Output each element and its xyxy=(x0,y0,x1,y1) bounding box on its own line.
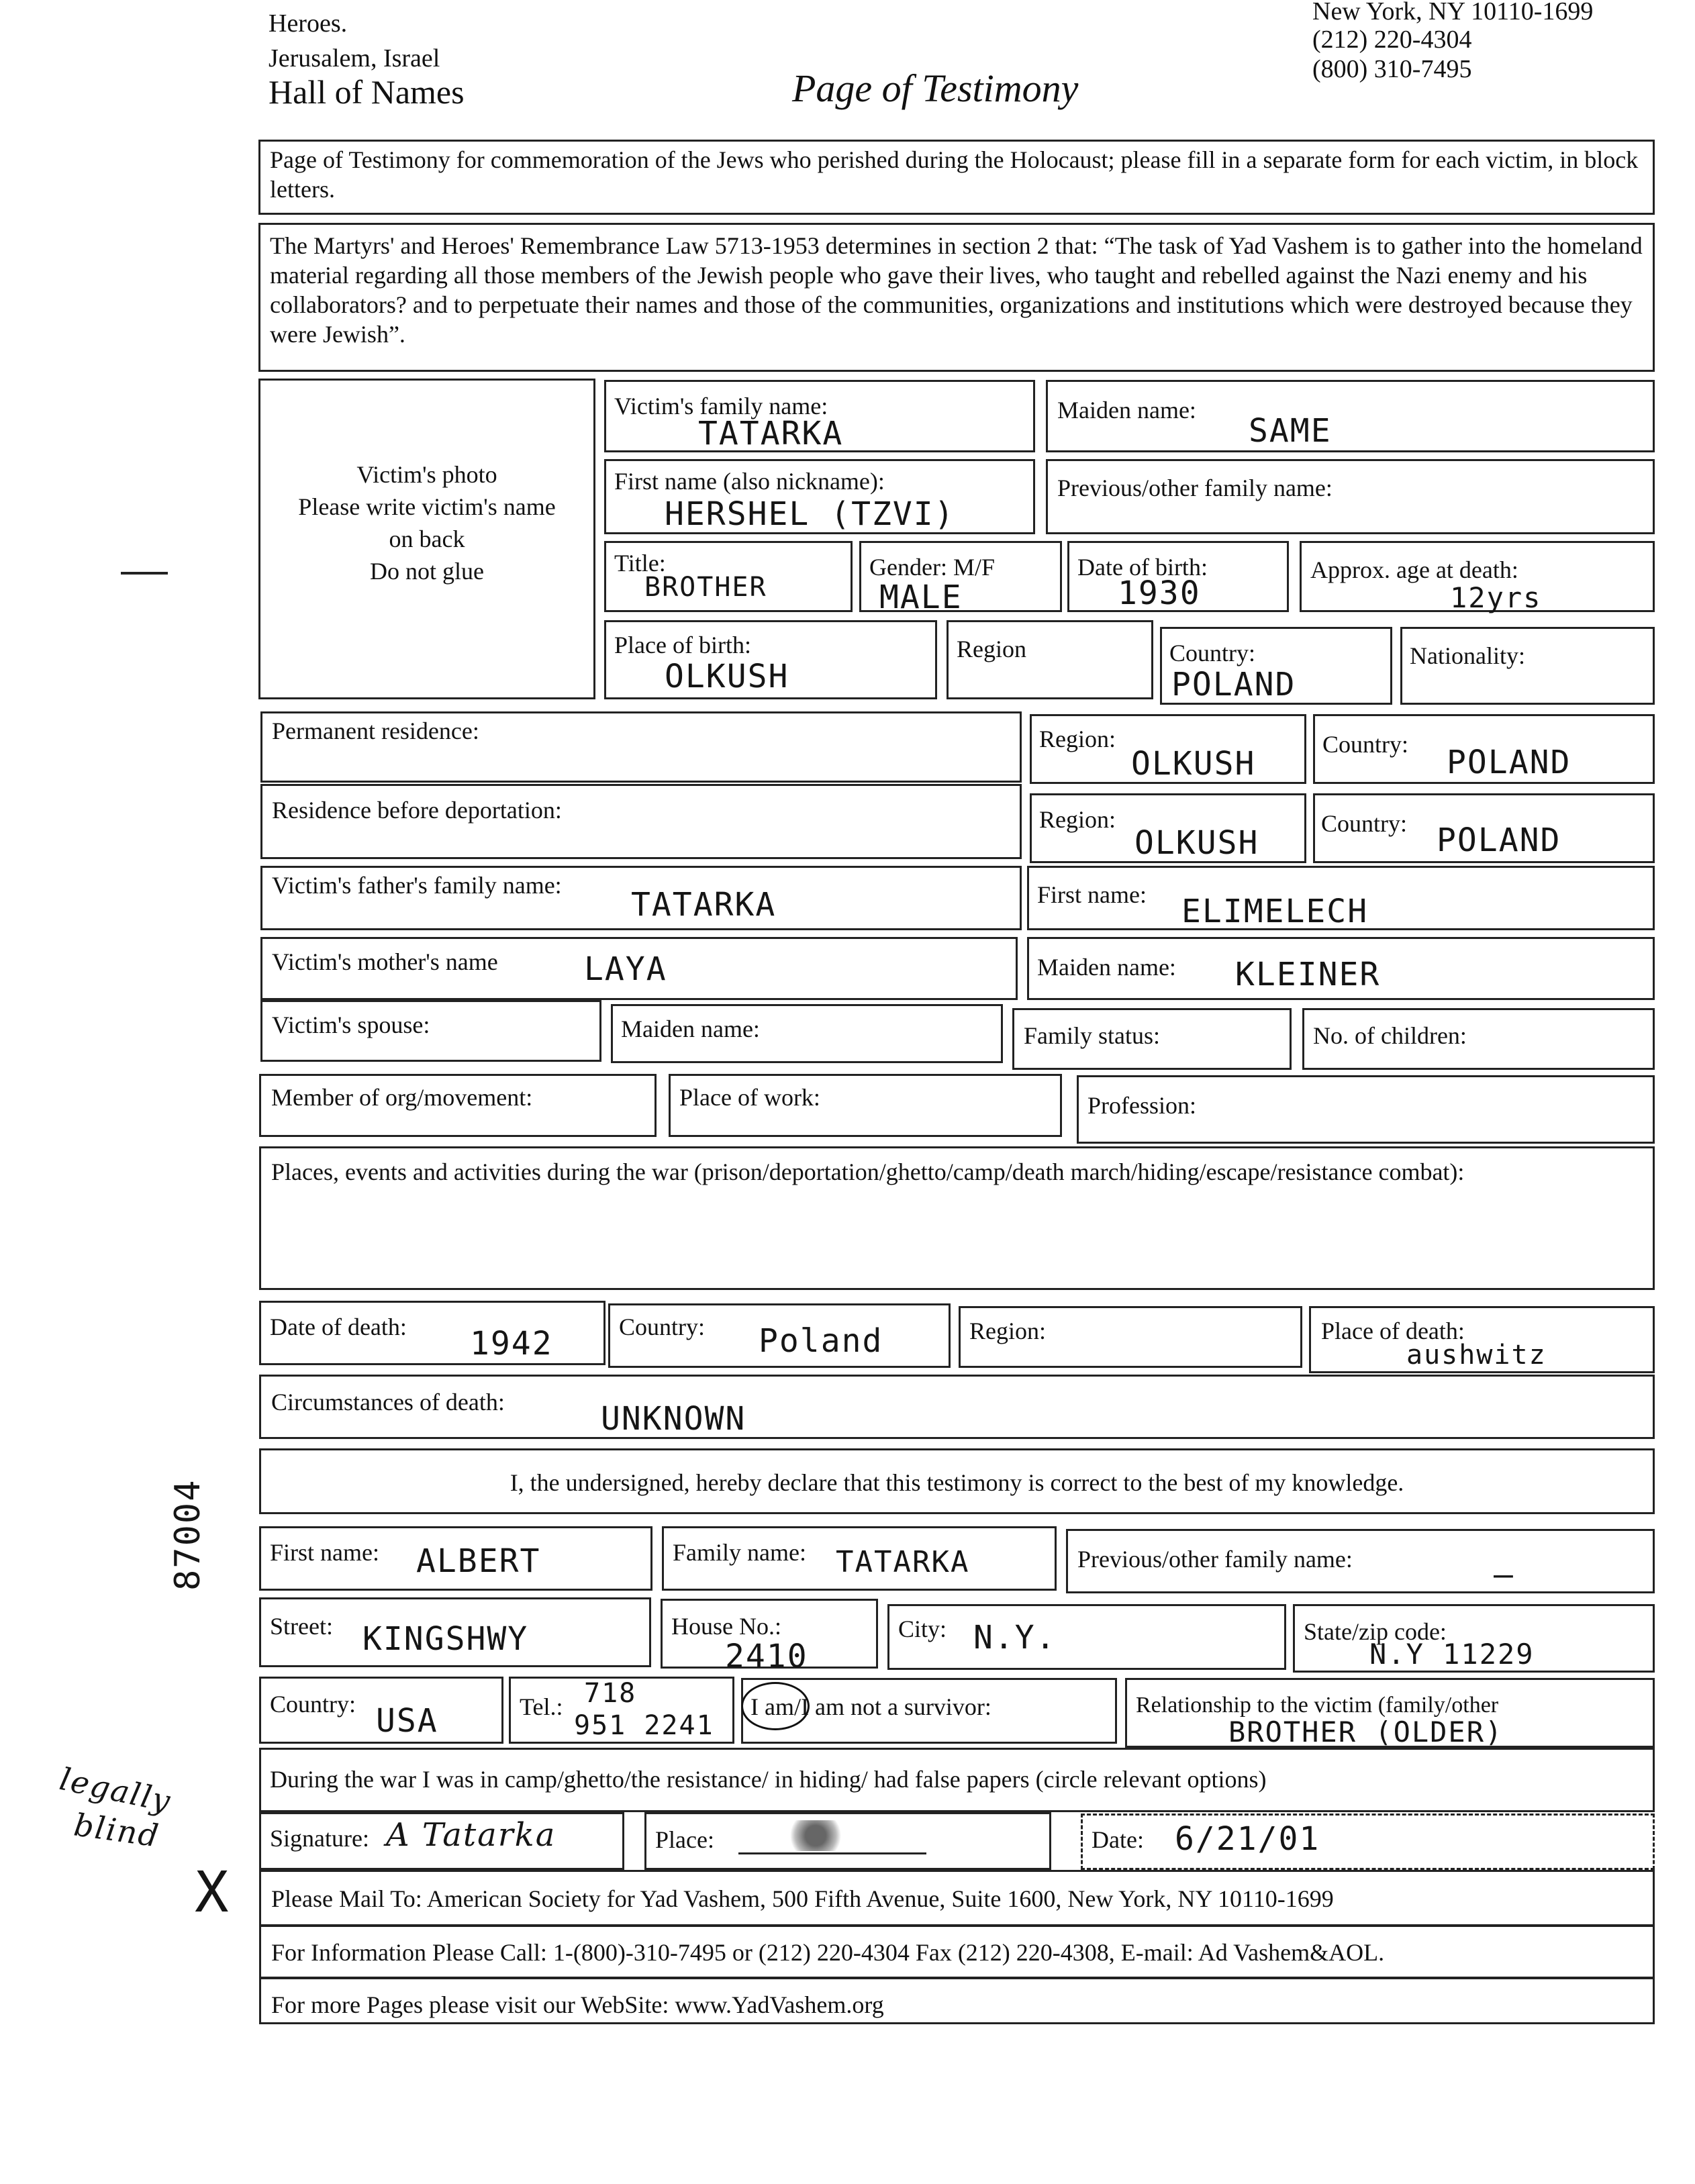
before-region-label: Region: xyxy=(1039,806,1116,833)
tel-label: Tel.: xyxy=(520,1693,563,1720)
pob-country-value: POLAND xyxy=(1171,666,1296,703)
gender-label: Gender: M/F xyxy=(869,554,995,581)
age-value: 12yrs xyxy=(1450,581,1542,614)
father-first-value: ELIMELECH xyxy=(1181,893,1369,930)
photo-label: Victim's photo xyxy=(356,461,497,488)
web-link[interactable]: For more Pages please visit our WebSite: www.YadVashem.org xyxy=(271,1991,884,2018)
family-name-value: TATARKA xyxy=(698,415,844,452)
law-text: The Martyrs' and Heroes' Remembrance Law 5713-1953 determines in section 2 that: “The task of Yad Vashem is to gather into the homeland material regarding all those members of the Jewish people who gave their lives, who taught and rebelled against the Nazi enemy and his collaborators? and to perpetuate their names and those of the communities, organizations and institutions which were destroyed because they were Jewish”. xyxy=(270,232,1643,348)
maiden-name-value: SAME xyxy=(1249,412,1332,450)
place-scribble xyxy=(785,1820,846,1851)
dob-label: Date of birth: xyxy=(1077,554,1208,581)
date-value: 6/21/01 xyxy=(1175,1820,1320,1858)
place-of-work-label: Place of work: xyxy=(679,1084,820,1111)
title-value: BROTHER xyxy=(644,572,767,603)
perm-country-value: POLAND xyxy=(1447,744,1571,781)
spouse-label: Victim's spouse: xyxy=(272,1011,430,1038)
header-address: New York, NY 10110-1699 xyxy=(1312,0,1594,26)
death-place-label: Place of death: xyxy=(1321,1318,1465,1344)
relationship-value: BROTHER (OLDER) xyxy=(1228,1716,1504,1748)
mother-maiden-label: Maiden name: xyxy=(1037,954,1176,981)
submitter-family-value: TATARKA xyxy=(836,1545,970,1579)
prev-name-label: Previous/other family name: xyxy=(1057,475,1333,501)
signature-value: A Tatarka xyxy=(386,1816,556,1854)
profession-label: Profession: xyxy=(1087,1092,1196,1119)
pob-value: OLKUSH xyxy=(665,658,789,695)
during-war-text: During the war I was in camp/ghetto/the resistance/ in hiding/ had false papers (circle relevant options) xyxy=(270,1766,1267,1793)
first-name-value: HERSHEL (TZVI) xyxy=(665,495,955,533)
father-first-label: First name: xyxy=(1037,881,1147,908)
nationality-label: Nationality: xyxy=(1410,642,1525,669)
city-label: City: xyxy=(898,1616,947,1642)
photo-instruction: Please write victim's name xyxy=(298,493,556,520)
submitter-prev-value: — xyxy=(1494,1556,1514,1593)
city-value: N.Y. xyxy=(973,1619,1057,1656)
place-underline xyxy=(738,1852,926,1854)
city-field[interactable] xyxy=(887,1604,1286,1670)
info-text: For Information Please Call: 1-(800)-310-7495 or (212) 220-4304 Fax (212) 220-4308, E-mail: Ad Vashem&AOL. xyxy=(271,1939,1385,1966)
maiden-name-label: Maiden name: xyxy=(1057,397,1196,424)
death-place-value: aushwitz xyxy=(1406,1340,1547,1371)
survivor-label: I am/I am not a survivor: xyxy=(750,1693,991,1720)
war-activities-label: Places, events and activities during the war (prison/deportation/ghetto/camp/death march/hiding/escape/resistance combat): xyxy=(271,1158,1465,1185)
spouse-maiden-label: Maiden name: xyxy=(621,1015,760,1042)
residence-before-label: Residence before deportation: xyxy=(272,797,562,824)
before-region-value: OLKUSH xyxy=(1134,824,1259,862)
death-region-label: Region: xyxy=(969,1318,1046,1344)
mother-name-value: LAYA xyxy=(584,950,667,988)
circumstances-label: Circumstances of death: xyxy=(271,1389,505,1416)
children-label: No. of children: xyxy=(1313,1022,1467,1049)
photo-instruction-2: on back xyxy=(389,526,465,552)
street-label: Street: xyxy=(270,1613,333,1640)
before-country-value: POLAND xyxy=(1437,822,1561,859)
header-phone-1: (212) 220-4304 xyxy=(1312,26,1472,54)
page-title: Page of Testimony xyxy=(792,66,1079,110)
family-name-label: Victim's family name: xyxy=(614,393,828,419)
father-name-label: Victim's father's family name: xyxy=(272,872,562,899)
margin-dash xyxy=(121,572,168,575)
web-text xyxy=(271,1991,884,2019)
member-label: Member of org/movement: xyxy=(271,1084,533,1111)
age-label: Approx. age at death: xyxy=(1310,556,1518,583)
death-country-label: Country: xyxy=(619,1313,706,1340)
header-phone-2: (800) 310-7495 xyxy=(1312,55,1472,83)
title-label: Title: xyxy=(614,550,666,577)
mother-maiden-value: KLEINER xyxy=(1235,956,1381,993)
mother-name-label: Victim's mother's name xyxy=(272,948,498,975)
street-value: KINGSHWY xyxy=(362,1620,529,1658)
before-country-label: Country: xyxy=(1321,810,1408,837)
dob-value: 1930 xyxy=(1118,575,1201,612)
photo-instruction-3: Do not glue xyxy=(370,558,484,585)
pob-region-label: Region xyxy=(957,636,1026,662)
date-label: Date: xyxy=(1092,1826,1144,1853)
submitter-family-label: Family name: xyxy=(673,1539,806,1566)
perm-region-label: Region: xyxy=(1039,726,1116,752)
tel-value-2: 951 2241 xyxy=(574,1710,714,1741)
family-status-label: Family status: xyxy=(1024,1022,1161,1049)
submitter-prev-label: Previous/other family name: xyxy=(1077,1546,1353,1573)
margin-number: 87004 xyxy=(168,1479,208,1591)
margin-note-legally: legally xyxy=(56,1760,175,1820)
date-field[interactable] xyxy=(1081,1814,1655,1870)
signature-label: Signature: xyxy=(270,1825,369,1852)
perm-region-value: OLKUSH xyxy=(1131,745,1256,783)
margin-x-mark: X xyxy=(195,1859,230,1925)
header-org-line: Heroes. xyxy=(269,9,348,38)
submitter-country-label: Country: xyxy=(270,1691,356,1718)
pob-label: Place of birth: xyxy=(614,632,751,658)
first-name-label: First name (also nickname): xyxy=(614,468,885,495)
tel-value-1: 718 xyxy=(584,1678,637,1709)
gender-value: MALE xyxy=(879,579,963,616)
header-city-line: Jerusalem, Israel xyxy=(269,44,440,72)
perm-residence-label: Permanent residence: xyxy=(272,717,479,744)
place-label: Place: xyxy=(655,1826,714,1853)
house-no-value: 2410 xyxy=(725,1638,808,1675)
intro-text: Page of Testimony for commemoration of the Jews who perished during the Holocaust; please fill in a separate form for each victim, in block letters. xyxy=(270,146,1639,203)
hall-of-names: Hall of Names xyxy=(269,73,465,111)
relationship-label: Relationship to the victim (family/other xyxy=(1136,1693,1499,1718)
survivor-circle xyxy=(741,1682,810,1730)
submitter-first-label: First name: xyxy=(270,1539,379,1566)
death-date-value: 1942 xyxy=(470,1325,553,1362)
house-no-label: House No.: xyxy=(671,1613,781,1640)
declaration-text: I, the undersigned, hereby declare that this testimony is correct to the best of my knowledge. xyxy=(510,1469,1404,1496)
state-zip-value: N.Y 11229 xyxy=(1369,1638,1535,1671)
death-country-value: Poland xyxy=(759,1322,883,1360)
pob-country-label: Country: xyxy=(1169,640,1256,666)
death-date-label: Date of death: xyxy=(270,1313,407,1340)
state-zip-label: State/zip code: xyxy=(1304,1618,1447,1645)
submitter-first-value: ALBERT xyxy=(416,1542,541,1580)
submitter-country-value: USA xyxy=(376,1702,438,1740)
margin-note-blind: blind xyxy=(71,1806,162,1854)
mail-text: Please Mail To: American Society for Yad Vashem, 500 Fifth Avenue, Suite 1600, New York, NY 10110-1699 xyxy=(271,1885,1334,1912)
circumstances-value: UNKNOWN xyxy=(601,1400,746,1438)
perm-country-label: Country: xyxy=(1322,731,1409,758)
father-name-value: TATARKA xyxy=(631,886,777,924)
